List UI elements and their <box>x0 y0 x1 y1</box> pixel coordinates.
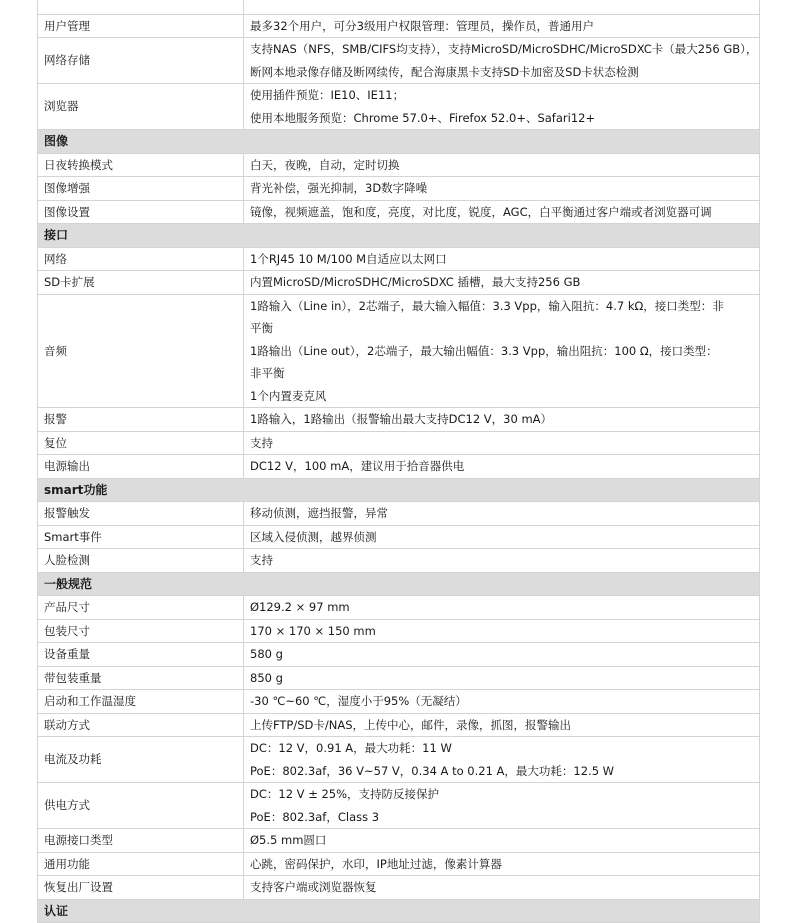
spec-value-line: 最多32个用户，可分3级用户权限管理：管理员，操作员，普通用户 <box>250 18 594 33</box>
spec-label: SD卡扩展 <box>38 271 244 295</box>
spec-label: 通用功能 <box>38 852 244 876</box>
spec-value <box>244 619 760 643</box>
spec-value-line: 1个RJ45 10 M/100 M自适应以太网口 <box>250 251 447 266</box>
spec-value-line: 580 g <box>250 647 283 661</box>
spec-label <box>38 0 244 14</box>
spec-label: 供电方式 <box>38 783 244 829</box>
spec-value-line: 上传FTP/SD卡/NAS，上传中心，邮件，录像，抓图，报警输出 <box>250 717 572 732</box>
spec-value-line: 背光补偿，强光抑制，3D数字降噪 <box>250 181 428 195</box>
spec-value-line: 区域入侵侦测，越界侦测 <box>250 529 377 544</box>
spec-label: 人脸检测 <box>38 549 244 573</box>
section-header-row <box>38 224 760 248</box>
spec-value-line: DC：12 V ± 25%，支持防反接保护 <box>250 787 440 801</box>
spec-row <box>38 431 760 455</box>
spec-row <box>38 783 760 829</box>
section-header-row <box>38 130 760 154</box>
spec-row <box>38 713 760 737</box>
spec-row <box>38 666 760 690</box>
spec-table-body <box>38 0 760 923</box>
section-header-row <box>38 899 760 923</box>
spec-row <box>38 200 760 224</box>
section-title: 图像 <box>38 130 760 154</box>
spec-value-line: 1路输出（Line out），2芯端子，最大输出幅值：3.3 Vpp，输出阻抗：100 Ω，接口类型： <box>250 343 718 358</box>
spec-label: 带包装重量 <box>38 666 244 690</box>
spec-value-line: 支持客户端或浏览器恢复 <box>250 880 377 894</box>
spec-row <box>38 829 760 853</box>
spec-label: 图像设置 <box>38 200 244 224</box>
spec-value <box>244 713 760 737</box>
spec-row <box>38 14 760 38</box>
spec-value <box>244 408 760 432</box>
spec-value-line: 使用插件预览：IE10、IE11； <box>250 88 405 102</box>
spec-value <box>244 14 760 38</box>
spec-value-line: 移动侦测，遮挡报警，异常 <box>250 506 388 520</box>
section-header-row <box>38 478 760 502</box>
spec-value <box>244 38 760 84</box>
spec-value <box>244 84 760 130</box>
spec-label: 电源输出 <box>38 455 244 479</box>
section-header-row <box>38 572 760 596</box>
spec-row <box>38 643 760 667</box>
spec-row <box>38 153 760 177</box>
spec-row <box>38 455 760 479</box>
spec-label: 电源接口类型 <box>38 829 244 853</box>
spec-label: Smart事件 <box>38 525 244 549</box>
spec-value <box>244 431 760 455</box>
spec-label: 浏览器 <box>38 84 244 130</box>
spec-value-line: -30 ℃~60 ℃，湿度小于95%（无凝结） <box>250 694 467 708</box>
spec-label: 产品尺寸 <box>38 596 244 620</box>
spec-value <box>244 502 760 526</box>
spec-label: 报警触发 <box>38 502 244 526</box>
spec-value-line: PoE：802.3af，36 V~57 V，0.34 A to 0.21 A，最大功耗：12.5 W <box>250 763 615 778</box>
spec-value-line: 170 × 170 × 150 mm <box>250 623 376 638</box>
spec-label: 网络存储 <box>38 38 244 84</box>
spec-value-line: 支持 <box>250 553 273 567</box>
spec-value-line: 支持NAS（NFS，SMB/CIFS均支持），支持MicroSD/MicroSDHC/MicroSDXC卡（最大256 GB）， <box>250 42 758 56</box>
spec-row <box>38 852 760 876</box>
spec-value-line: Ø129.2 × 97 mm <box>250 600 350 614</box>
spec-row <box>38 271 760 295</box>
spec-value <box>244 549 760 573</box>
spec-value-line: 1路输入，1路输出（报警输出最大支持DC12 V，30 mA） <box>250 412 553 426</box>
spec-label: 网络 <box>38 247 244 271</box>
spec-label: 恢复出厂设置 <box>38 876 244 900</box>
spec-value <box>244 525 760 549</box>
spec-value-line: 平衡 <box>250 321 273 335</box>
spec-row <box>38 549 760 573</box>
spec-value-line: 断网本地录像存储及断网续传，配合海康黑卡支持SD卡加密及SD卡状态检测 <box>250 64 639 79</box>
spec-label: 日夜转换模式 <box>38 153 244 177</box>
spec-row <box>38 619 760 643</box>
spec-value-line: 支持 <box>250 435 273 450</box>
spec-row <box>38 294 760 408</box>
spec-row <box>38 876 760 900</box>
spec-row <box>38 0 760 14</box>
spec-value-line: DC：12 V，0.91 A，最大功耗：11 W <box>250 741 452 755</box>
spec-value <box>244 852 760 876</box>
spec-value <box>244 200 760 224</box>
spec-value-line: 心跳，密码保护，水印，IP地址过滤，像素计算器 <box>250 856 502 871</box>
spec-row <box>38 596 760 620</box>
spec-row <box>38 525 760 549</box>
spec-value <box>244 271 760 295</box>
spec-label: 电流及功耗 <box>38 737 244 783</box>
spec-row <box>38 690 760 714</box>
spec-value <box>244 737 760 783</box>
spec-row <box>38 737 760 783</box>
spec-table <box>37 0 760 923</box>
spec-label: 报警 <box>38 408 244 432</box>
section-title: smart功能 <box>38 478 760 502</box>
spec-value-line: 内置MicroSD/MicroSDHC/MicroSDXC 插槽，最大支持256 GB <box>250 275 581 289</box>
spec-value <box>244 829 760 853</box>
spec-value <box>244 596 760 620</box>
spec-value-line: PoE：802.3af，Class 3 <box>250 809 380 824</box>
spec-value <box>244 153 760 177</box>
spec-label: 包装尺寸 <box>38 619 244 643</box>
spec-value <box>244 0 760 14</box>
spec-value-line: 使用本地服务预览：Chrome 57.0+、Firefox 52.0+、Safari12+ <box>250 110 596 125</box>
spec-value-line: 1路输入（Line in），2芯端子，最大输入幅值：3.3 Vpp，输入阻抗：4.7 kΩ，接口类型：非 <box>250 298 724 313</box>
spec-value <box>244 177 760 201</box>
spec-value-line: 镜像，视频遮盖，饱和度，亮度，对比度，锐度，AGC，白平衡通过客户端或者浏览器可调 <box>250 204 712 219</box>
spec-value-line: 1个内置麦克风 <box>250 388 327 403</box>
spec-label: 复位 <box>38 431 244 455</box>
spec-label: 联动方式 <box>38 713 244 737</box>
spec-value <box>244 455 760 479</box>
spec-value <box>244 666 760 690</box>
spec-label: 启动和工作温湿度 <box>38 690 244 714</box>
spec-row <box>38 408 760 432</box>
spec-value <box>244 643 760 667</box>
spec-row <box>38 177 760 201</box>
spec-value-line: 白天，夜晚，自动，定时切换 <box>250 157 400 172</box>
spec-value <box>244 783 760 829</box>
spec-label: 图像增强 <box>38 177 244 201</box>
spec-row <box>38 38 760 84</box>
spec-value <box>244 247 760 271</box>
spec-row <box>38 247 760 271</box>
spec-label: 设备重量 <box>38 643 244 667</box>
section-title: 一般规范 <box>38 572 760 596</box>
spec-row <box>38 502 760 526</box>
spec-label: 音频 <box>38 294 244 408</box>
spec-label: 用户管理 <box>38 14 244 38</box>
spec-value-line: 850 g <box>250 670 283 685</box>
spec-value <box>244 690 760 714</box>
section-title: 接口 <box>38 224 760 248</box>
spec-row <box>38 84 760 130</box>
spec-value-line: Ø5.5 mm圆口 <box>250 833 327 847</box>
section-title: 认证 <box>38 899 760 923</box>
spec-value-line: 非平衡 <box>250 366 285 380</box>
spec-value <box>244 876 760 900</box>
spec-value-line: DC12 V，100 mA，建议用于拾音器供电 <box>250 459 465 473</box>
spec-value <box>244 294 760 408</box>
